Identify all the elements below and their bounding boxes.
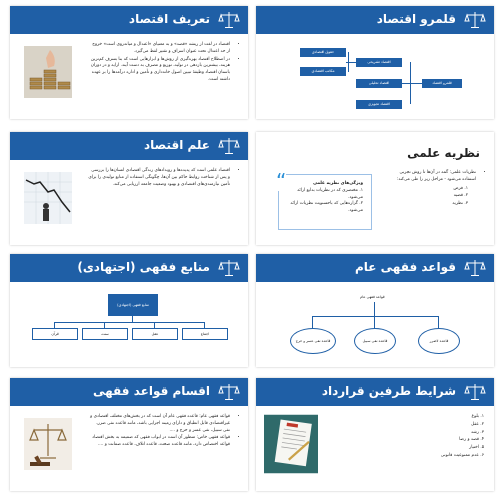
- connector: [438, 316, 439, 328]
- slide-6-jurisprudence-sources[interactable]: [10, 254, 248, 367]
- slide-3-scientific-theory[interactable]: [256, 132, 494, 245]
- slide-title: تعریف اقتصاد: [128, 12, 210, 26]
- chart-node: مکاتب اقتصادی: [300, 67, 346, 76]
- bullet-item: • اقتصاد علمی است که پدیده‌ها و رویدادهای زندگی اقتصادی انسان‌ها را بررسی و پس از شناخت روابط حاکم بین آن‌ها، چگونگی استفاده از منابع تولیدی را برای تأمین نیازمندی‌های اقتصادی و بهبود وضعیت جامعه ارزیابی می‌کند.: [88, 168, 230, 188]
- contract-document-image: [264, 414, 318, 474]
- quote-box: [276, 169, 372, 230]
- quote-item: ۱. مختصری که در نظریات بدایع ارائه می‌شود.: [297, 187, 363, 200]
- numbered-item: ۵. اختیار: [469, 445, 484, 451]
- slide-8-jurisprudence-rule-types[interactable]: [10, 378, 248, 491]
- slide-5-general-jurisprudence-rules[interactable]: [256, 254, 494, 367]
- numbered-item: ۲. قضیه: [453, 193, 468, 199]
- slide-title: اقسام قواعد فقهی: [92, 384, 210, 398]
- balance-scale-icon: [218, 382, 240, 402]
- bullet-item: • اقتصاد در لغت از ریشه «قصد» و به معنیای «اعتدال و میانه‌روی است» خروج از حد اعتدال تحت عنوان اسراف و تقتیر لفظ می‌گیرد.: [88, 42, 230, 56]
- slide-title: نظریه علمی: [407, 146, 480, 160]
- connector: [312, 316, 438, 317]
- numbered-item: ۲. عقل: [470, 421, 484, 427]
- connector: [348, 52, 349, 72]
- bullet-item: • قواعد فقهی عام: قاعده فقهی عام آن است که در بخش‌های مختلف اقتصادی و غیراقتصادی قابل انطباق و دارای زمینه اجرایی باشد، مانند قاعده نفی ضرر، نفی سبیل، نفی عسر و حرج و ....: [88, 414, 230, 434]
- slide-title: قلمرو اقتصاد: [376, 12, 456, 26]
- quote-icon: “: [276, 169, 287, 193]
- slide-body: [88, 168, 238, 189]
- connector: [312, 316, 313, 328]
- numbered-item: ۳. نظریه: [452, 201, 468, 207]
- coins-image: [24, 46, 72, 98]
- source-box: اجماع: [182, 328, 228, 340]
- numbered-item: ۳. رشد: [471, 429, 484, 435]
- source-box: عقل: [132, 328, 178, 340]
- slide-body: [88, 414, 238, 450]
- numbered-item: ۱. بلوغ: [471, 414, 484, 419]
- tree-root-label: قواعد فقهی عام: [360, 295, 385, 299]
- source-box: سنت: [82, 328, 128, 340]
- slide-title: منابع فقهی (اجتهادی): [77, 260, 210, 274]
- slide-body: [88, 42, 238, 85]
- balance-scale-icon: [218, 10, 240, 30]
- slide-2-economy-definition[interactable]: [10, 6, 248, 119]
- slide-title: شرایط طرفین قرارداد: [321, 384, 456, 398]
- chart-node: اقتصاد تشریحی: [356, 58, 402, 67]
- balance-scale-icon: [218, 136, 240, 156]
- slide-body: [386, 170, 484, 209]
- chart-node: اقتصاد تحلیلی: [356, 79, 402, 88]
- connector: [410, 62, 411, 104]
- slide-4-economics-science[interactable]: [10, 132, 248, 245]
- chart-node-root: منابع فقهی (اجتهادی): [108, 294, 158, 316]
- slide-header: [10, 378, 248, 406]
- bullet-item: • قواعد فقهی خاص: منظور آن است در ابواب فقهی که ضمیمه به بخش اقتصاد قواعد اختصاص دارد، مانند قاعده صحت، قاعده اتلاف، قاعده ضمانت و ....: [88, 435, 230, 449]
- rule-oval: قاعده لاضرر: [418, 328, 460, 354]
- balance-scale-icon: [464, 258, 486, 278]
- slide-header: [256, 254, 494, 282]
- slide-title: قواعد فقهی عام: [354, 260, 456, 274]
- bullet-item: • در اصطلاح اقتصاد بهره‌گیری از روش‌ها و ابزارهایی است که بنا بسرف کم‌ترین هزینه، بیشترین بازدهی در تولید، توزیع و مصرف به دست آیند. ارایه و در دوران باستان اقتصاد وظیفهٔ تبیین اصول خانه‌داری و تأمین و اداره درآمدها را بر عهده داشته است.: [88, 57, 230, 84]
- bullet-item: • نظریات علمی: گمه در آن‌ها تا روش تجربی استفاده می‌شود - مراحل زیر را طی می‌کند:: [386, 170, 476, 184]
- quote-title: ویژگی‌های نظریه علمی: [313, 181, 363, 186]
- quote-item: ۲. گزاره‌هایی که باحسنویت نظریات ارائه می‌شود.: [290, 201, 363, 214]
- balance-scale-icon: [218, 258, 240, 278]
- chart-node-root: قلمرو اقتصاد: [422, 79, 462, 88]
- rule-oval: قاعده نفی سبیل: [354, 328, 396, 354]
- slide-header: [10, 132, 248, 160]
- connector: [402, 83, 422, 84]
- slide-1-economic-scope[interactable]: [256, 6, 494, 119]
- chart-node: اقتصاد تجویزی: [356, 100, 402, 109]
- slide-header: [256, 6, 494, 34]
- balance-scale-icon: [464, 10, 486, 30]
- numbered-item: ۱. فرض: [453, 185, 468, 191]
- slide-title: علم اقتصاد: [143, 138, 210, 152]
- chart-node: حقوق اقتصادی: [300, 48, 346, 57]
- source-box: قرآن: [32, 328, 78, 340]
- slide-header: [10, 254, 248, 282]
- declining-chart-image: [24, 172, 72, 224]
- slide-header: [10, 6, 248, 34]
- justice-scale-gavel-image: [24, 418, 72, 470]
- slide-7-contract-parties-conditions[interactable]: [256, 378, 494, 491]
- slide-header: [256, 378, 494, 406]
- rule-oval: قاعده نفی عسر و حرج: [290, 328, 336, 354]
- numbered-item: ۴. قصد و رضا: [459, 437, 484, 443]
- slide-body: [384, 414, 484, 461]
- connector: [374, 302, 375, 316]
- balance-scale-icon: [464, 382, 486, 402]
- connector: [374, 316, 375, 328]
- connector: [54, 322, 204, 323]
- numbered-item: ۶. عدم ممنوعیت قانونی: [440, 452, 484, 458]
